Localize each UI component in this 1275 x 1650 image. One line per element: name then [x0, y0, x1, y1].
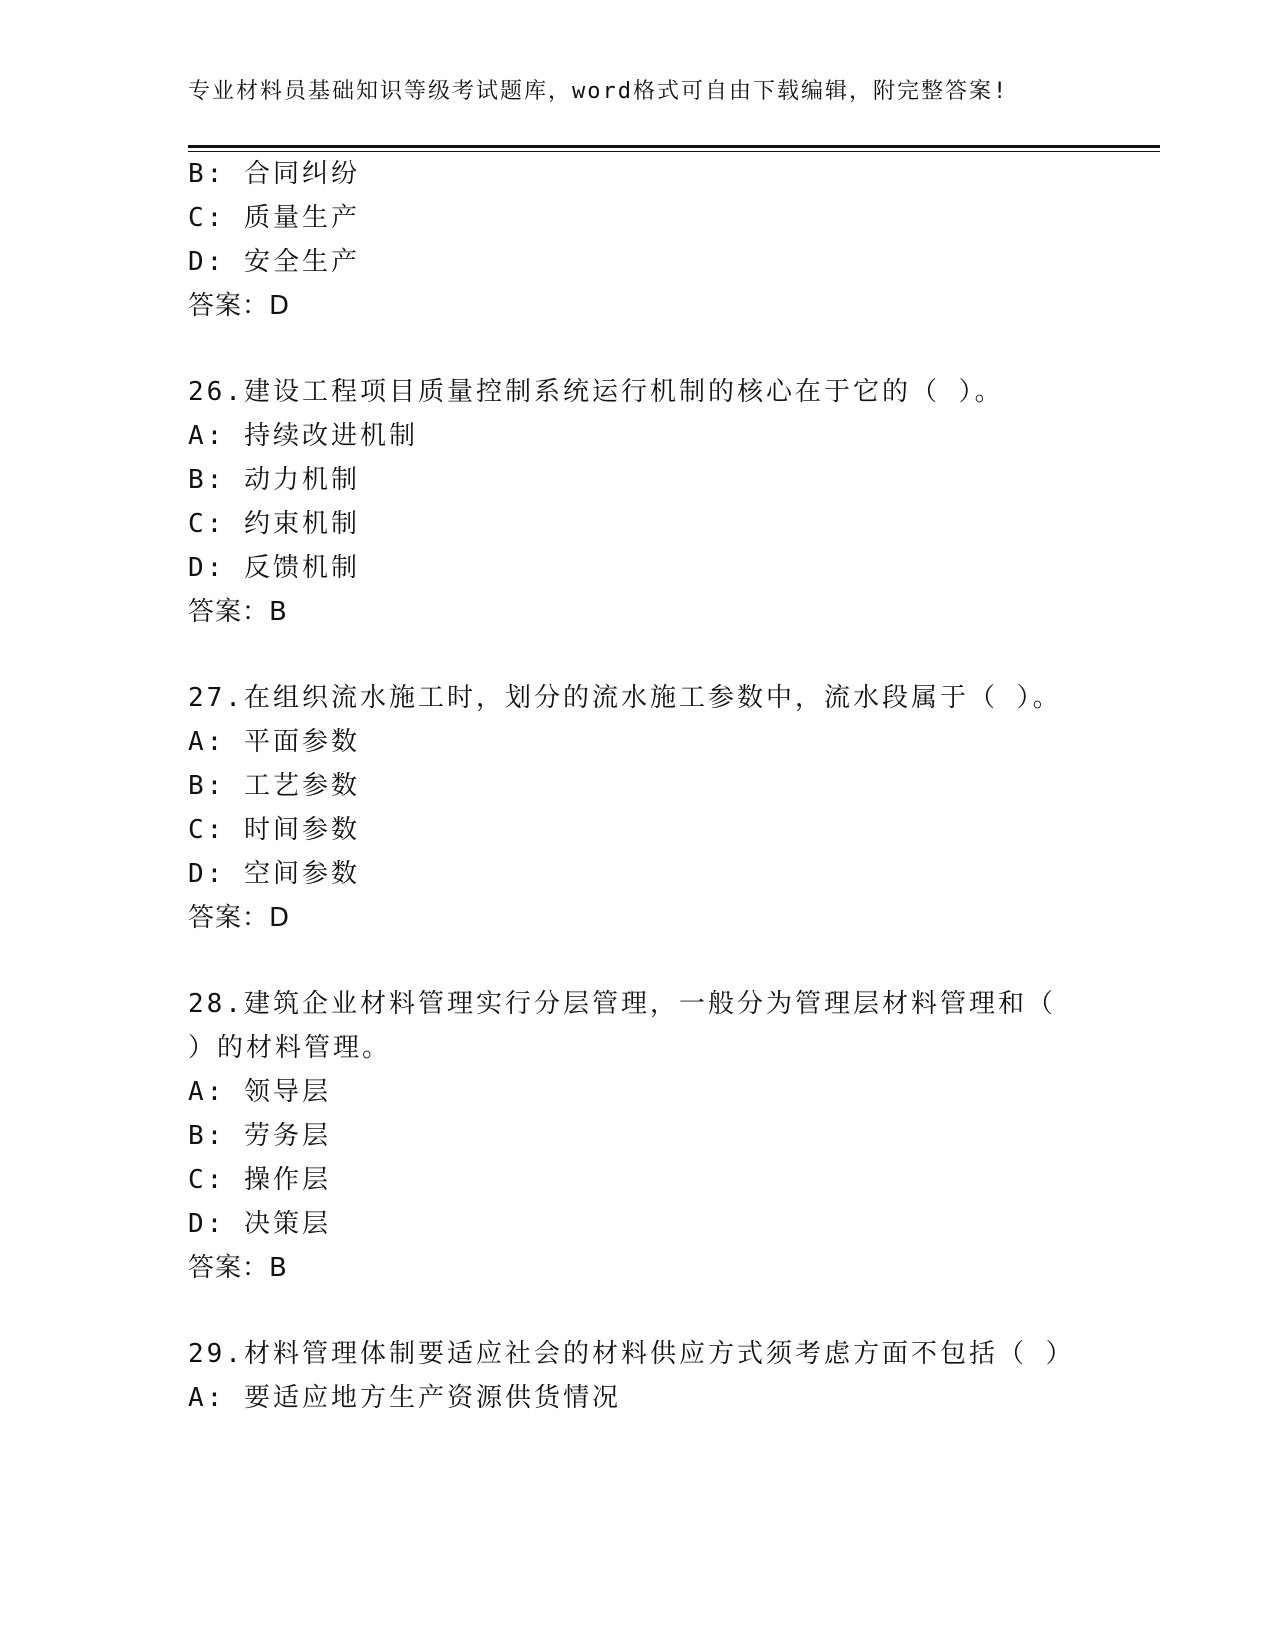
q27-option-c: C: 时间参数: [188, 815, 360, 845]
q26-option-a: A: 持续改进机制: [188, 421, 418, 451]
q27-answer: 答案：D: [188, 903, 291, 933]
q29-question: 29.材料管理体制要适应社会的材料供应方式须考虑方面不包括（ ）: [188, 1339, 1075, 1369]
q28-option-c: C: 操作层: [188, 1165, 331, 1195]
q27-option-b: B: 工艺参数: [188, 771, 360, 801]
q25-option-b: B: 合同纠纷: [188, 159, 360, 189]
q25-answer: 答案：D: [188, 291, 291, 321]
q28-option-a: A: 领导层: [188, 1077, 331, 1107]
q26-option-c: C: 约束机制: [188, 509, 360, 539]
q28-question-line1: 28.建筑企业材料管理实行分层管理，一般分为管理层材料管理和（: [188, 989, 1056, 1019]
q26-option-d: D: 反馈机制: [188, 553, 360, 583]
q27-option-d: D: 空间参数: [188, 859, 360, 889]
page-header-title: 专业材料员基础知识等级考试题库，word格式可自由下载编辑，附完整答案!: [188, 79, 1009, 104]
q26-option-b: B: 动力机制: [188, 465, 360, 495]
q25-option-c: C: 质量生产: [188, 203, 360, 233]
q25-option-d: D: 安全生产: [188, 247, 360, 277]
q28-option-b: B: 劳务层: [188, 1121, 331, 1151]
header-divider-thin: [188, 151, 1160, 152]
q29-option-a: A: 要适应地方生产资源供货情况: [188, 1383, 621, 1413]
q28-answer: 答案：B: [188, 1253, 288, 1283]
q27-option-a: A: 平面参数: [188, 727, 360, 757]
q28-option-d: D: 决策层: [188, 1209, 331, 1239]
q27-question: 27.在组织流水施工时，划分的流水施工参数中，流水段属于（ ）。: [188, 683, 1062, 713]
q26-answer: 答案：B: [188, 597, 288, 627]
q26-question: 26.建设工程项目质量控制系统运行机制的核心在于它的（ ）。: [188, 377, 1004, 407]
q28-question-line2: ）的材料管理。: [188, 1033, 392, 1063]
header-divider-thick: [188, 145, 1160, 148]
